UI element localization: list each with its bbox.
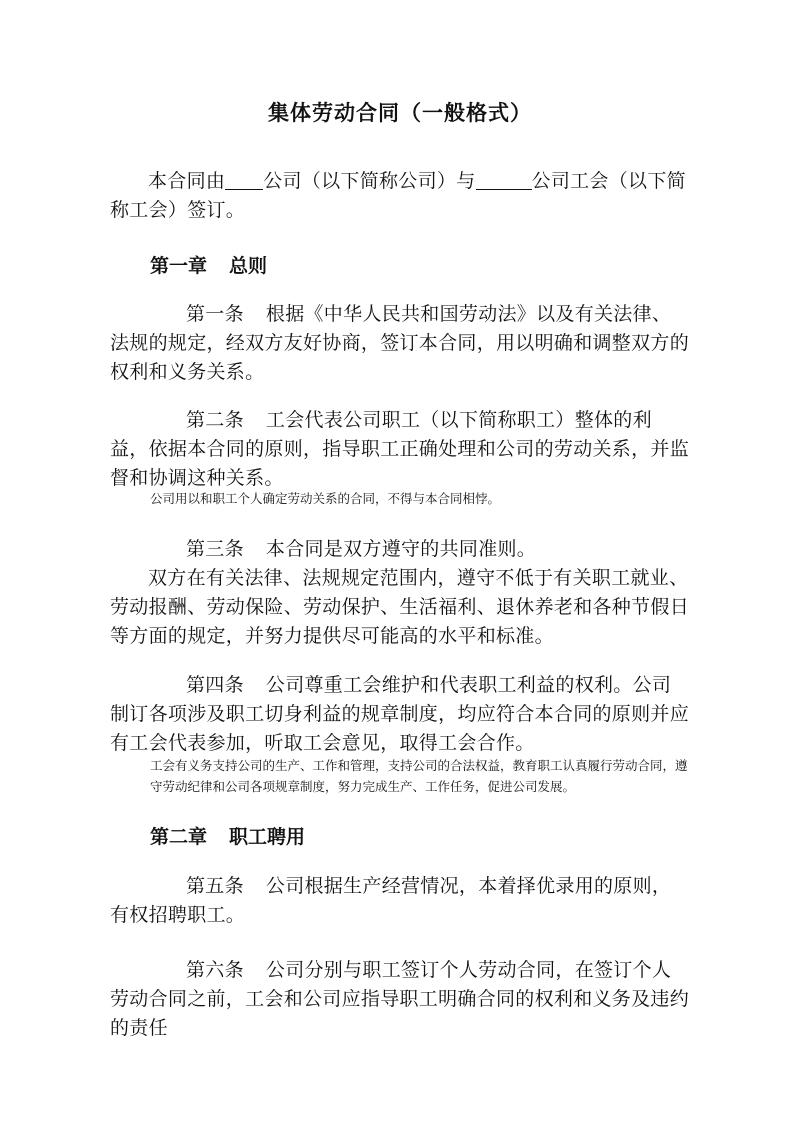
chapter-2-number: 第二章 [150, 826, 208, 848]
article-2-text: 工会代表公司职工（以下简称职工）整体的利益，依据本合同的原则，指导职工正确处理和公司的劳动关系，并监督和协调这种关系。 [110, 409, 690, 489]
article-5-text: 公司根据生产经营情况，本着择优录用的原则，有权招聘职工。 [110, 875, 672, 926]
union-name-blank [476, 169, 532, 190]
chapter-1-number: 第一章 [150, 255, 208, 277]
intro-part2: 公司（以下简称公司）与 [263, 170, 476, 192]
company-name-blank [225, 169, 263, 190]
article-3-number: 第三条 [186, 538, 244, 560]
intro-part1: 本合同由 [148, 170, 226, 192]
article-3-paragraph: 双方在有关法律、法规规定范围内，遵守不低于有关职工就业、劳动报酬、劳动保险、劳动保护、生活福利、退休养老和各种节假日等方面的规定，并努力提供尽可能高的水平和标准。 [110, 567, 690, 647]
article-4-note: 工会有义务支持公司的生产、工作和管理，支持公司的合法权益，教育职工认真履行劳动合同，遵守劳动纪律和公司各项规章制度，努力完成生产、工作任务，促进公司发展。 [150, 758, 688, 794]
article-3 [110, 535, 690, 564]
chapter-2-heading [150, 822, 305, 849]
article-6-number: 第六条 [186, 959, 244, 981]
article-6-text: 公司分别与职工签订个人劳动合同，在签订个人劳动合同之前，工会和公司应指导职工明确合同的权利和义务及违约的责任 [110, 959, 690, 1039]
article-4-text: 公司尊重工会维护和代表职工利益的权利。公司制订各项涉及职工切身利益的规章制度，均应符合本合同的原则并应有工会代表参加，听取工会意见，取得工会合作。 [110, 674, 690, 754]
chapter-1-heading [150, 251, 267, 278]
intro-paragraph [110, 167, 690, 225]
article-3-text: 本合同是双方遵守的共同准则。 [265, 538, 537, 560]
article-2-note: 公司用以和职工个人确定劳动关系的合同，不得与本合同相悖。 [150, 491, 501, 506]
chapter-1-name: 总则 [229, 255, 268, 277]
article-5-number: 第五条 [186, 875, 244, 897]
intro-part3: 公司工会（以下简称工会）签订。 [110, 170, 686, 221]
chapter-2-name: 职工聘用 [229, 826, 306, 848]
article-4 [110, 671, 690, 758]
article-5 [110, 872, 690, 930]
article-1 [110, 300, 690, 387]
article-1-number: 第一条 [186, 303, 244, 325]
article-2-number: 第二条 [186, 409, 244, 431]
article-6 [110, 956, 690, 1043]
article-2 [110, 406, 690, 493]
article-4-number: 第四条 [186, 674, 244, 696]
document-title: 集体劳动合同（一般格式） [268, 100, 532, 125]
article-1-text: 根据《中华人民共和国劳动法》以及有关法律、法规的规定，经双方友好协商，签订本合同，用以明确和调整双方的权利和义务关系。 [110, 303, 690, 383]
